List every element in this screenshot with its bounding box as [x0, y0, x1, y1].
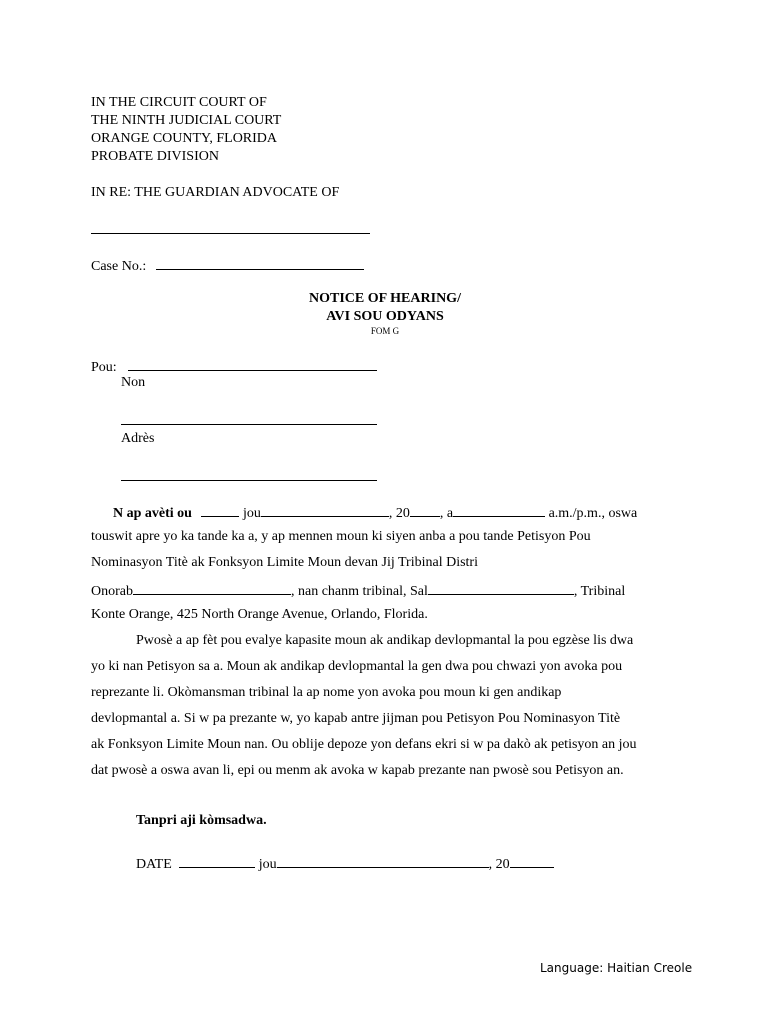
- notice-title-ht: AVI SOU ODYANS: [326, 309, 444, 324]
- form-code: FOM G: [370, 326, 400, 336]
- p2-line-3: reprezante li. Okòmansman tribinal la ap nome yon avoka pou moun ki gen andikap: [91, 685, 562, 700]
- year-blank: [410, 502, 440, 517]
- p2-line-1: Pwosè a ap fèt pou evalye kapasite moun ak andikap devlopmantal la pou egzèse lis dwa: [136, 633, 634, 648]
- p1-ampm: a.m./p.m., oswa: [548, 506, 638, 521]
- address-blank-1: [121, 424, 377, 425]
- day-blank: [201, 502, 239, 517]
- court-line-1: IN THE CIRCUIT COURT OF: [91, 95, 267, 110]
- in-re-line: IN RE: THE GUARDIAN ADVOCATE OF: [91, 185, 340, 200]
- date-line: [136, 853, 554, 874]
- month-blank: [261, 502, 389, 517]
- p1-a: , a: [439, 506, 454, 521]
- case-no-field: [91, 255, 364, 276]
- date-day-blank: [179, 853, 255, 868]
- guardian-name-blank: [91, 233, 370, 234]
- p1-sal: , nan chanm tribinal, Sal: [291, 584, 428, 599]
- non-label: Non: [121, 375, 146, 390]
- date-year-blank: [510, 853, 554, 868]
- case-no-label: Case No.:: [91, 259, 147, 274]
- notice-title-en: NOTICE OF HEARING/: [309, 291, 461, 306]
- court-line-2: THE NINTH JUDICIAL COURT: [91, 113, 282, 128]
- date-jou: jou: [258, 857, 277, 872]
- adres-label: Adrès: [121, 431, 155, 446]
- tanpri-line: Tanpri aji kòmsadwa.: [136, 813, 267, 828]
- language-footer: Language: Haitian Creole: [540, 961, 693, 975]
- p2-line-5: ak Fonksyon Limite Moun nan. Ou oblije depoze yon defans ekri si w pa dakò ak petisyon an jou: [91, 737, 637, 752]
- date-month-blank: [277, 853, 489, 868]
- p2-line-2: yo ki nan Petisyon sa a. Moun ak andikap devlopmantal la gen dwa pou chwazi yon avoka pou: [91, 659, 623, 674]
- room-blank: [428, 580, 574, 595]
- p1-line-3: Nominasyon Titè ak Fonksyon Limite Moun devan Jij Tribinal Distri: [91, 555, 478, 570]
- pou-label: Pou:: [91, 360, 117, 375]
- p1-tribinal: , Tribinal: [573, 584, 626, 599]
- time-blank: [453, 502, 545, 517]
- p1-jou: jou: [242, 506, 261, 521]
- address-blank-2: [121, 480, 377, 481]
- p1-onorab: Onorab: [91, 584, 133, 599]
- p1-line-1: [113, 502, 637, 523]
- date-year: , 20: [488, 857, 510, 872]
- court-line-4: PROBATE DIVISION: [91, 149, 219, 164]
- p1-year: , 20: [388, 506, 410, 521]
- date-label: DATE: [136, 857, 172, 872]
- court-line-3: ORANGE COUNTY, FLORIDA: [91, 131, 278, 146]
- p1-line-4: [91, 580, 625, 601]
- p2-line-6: dat pwosè a oswa avan li, epi ou menm ak avoka w kapab prezante nan pwosè sou Petisyon an.: [91, 763, 624, 778]
- p1-lead: N ap avèti ou: [113, 506, 192, 521]
- case-no-blank: [156, 255, 364, 270]
- judge-blank: [133, 580, 291, 595]
- p1-line-2: touswit apre yo ka tande ka a, y ap mennen moun ki siyen anba a pou tande Petisyon Pou: [91, 529, 591, 544]
- pou-blank: [128, 356, 377, 371]
- p1-line-5: Konte Orange, 425 North Orange Avenue, Orlando, Florida.: [91, 607, 428, 622]
- p2-line-4: devlopmantal a. Si w pa prezante w, yo kapab antre jijman pou Petisyon Pou Nominasyon Titè: [91, 711, 621, 726]
